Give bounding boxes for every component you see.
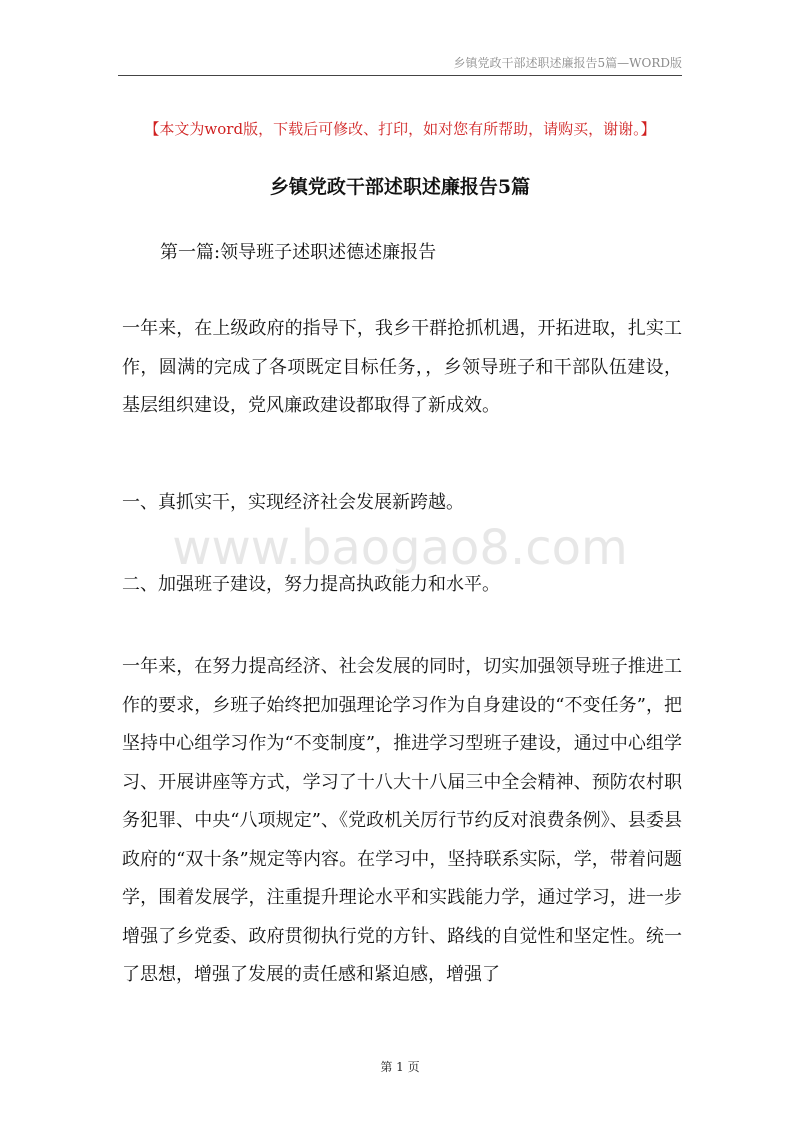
- watermark: www.baogao8.com: [172, 520, 628, 576]
- paragraph-intro: 一年来，在上级政府的指导下，我乡干群抢抓机遇，开拓进取，扎实工作，圆满的完成了各项既定目标任务，，乡领导班子和干部队伍建设，基层组织建设，党风廉政建设都取得了新成效。: [122, 318, 682, 416]
- section-title: 第一篇:领导班子述职述德述廉报告: [160, 242, 437, 263]
- running-header: 乡镇党政干部述职述廉报告5篇—WORD版: [453, 56, 682, 70]
- paragraph-heading-two: 二、加强班子建设，努力提高执政能力和水平。: [122, 574, 500, 595]
- paragraph-heading-one: 一、真抓实干，实现经济社会发展新跨越。: [122, 492, 464, 513]
- download-notice: 【本文为word版，下载后可修改、打印，如对您有所帮助，请购买，谢谢。】: [144, 120, 656, 138]
- document-title: 乡镇党政干部述职述廉报告5篇: [269, 176, 531, 198]
- paragraph-body: 一年来，在努力提高经济、社会发展的同时，切实加强领导班子推进工作的要求，乡班子始终把加强理论学习作为自身建设的“不变任务”，把坚持中心组学习作为“不变制度”，推进学习型班子建设，通过中心组学习、开展讲座等方式，学习了十八大十八届三中全会精神、预防农村职务犯罪、中央“八项规定”、《党政机关厉行节约反对浪费条例》、县委县政府的“双十条”规定等内容。在学习中，坚持联系实际，学，带着问题学，围着发展学，注重提升理论水平和实践能力学，通过学习，进一步增强了乡党委、政府贯彻执行党的方针、路线的自觉性和坚定性。统一了思想，增强了发展的责任感和紧迫感，增强了: [122, 656, 682, 985]
- page-number: 第 1 页: [380, 1060, 420, 1074]
- header-divider: [118, 75, 682, 76]
